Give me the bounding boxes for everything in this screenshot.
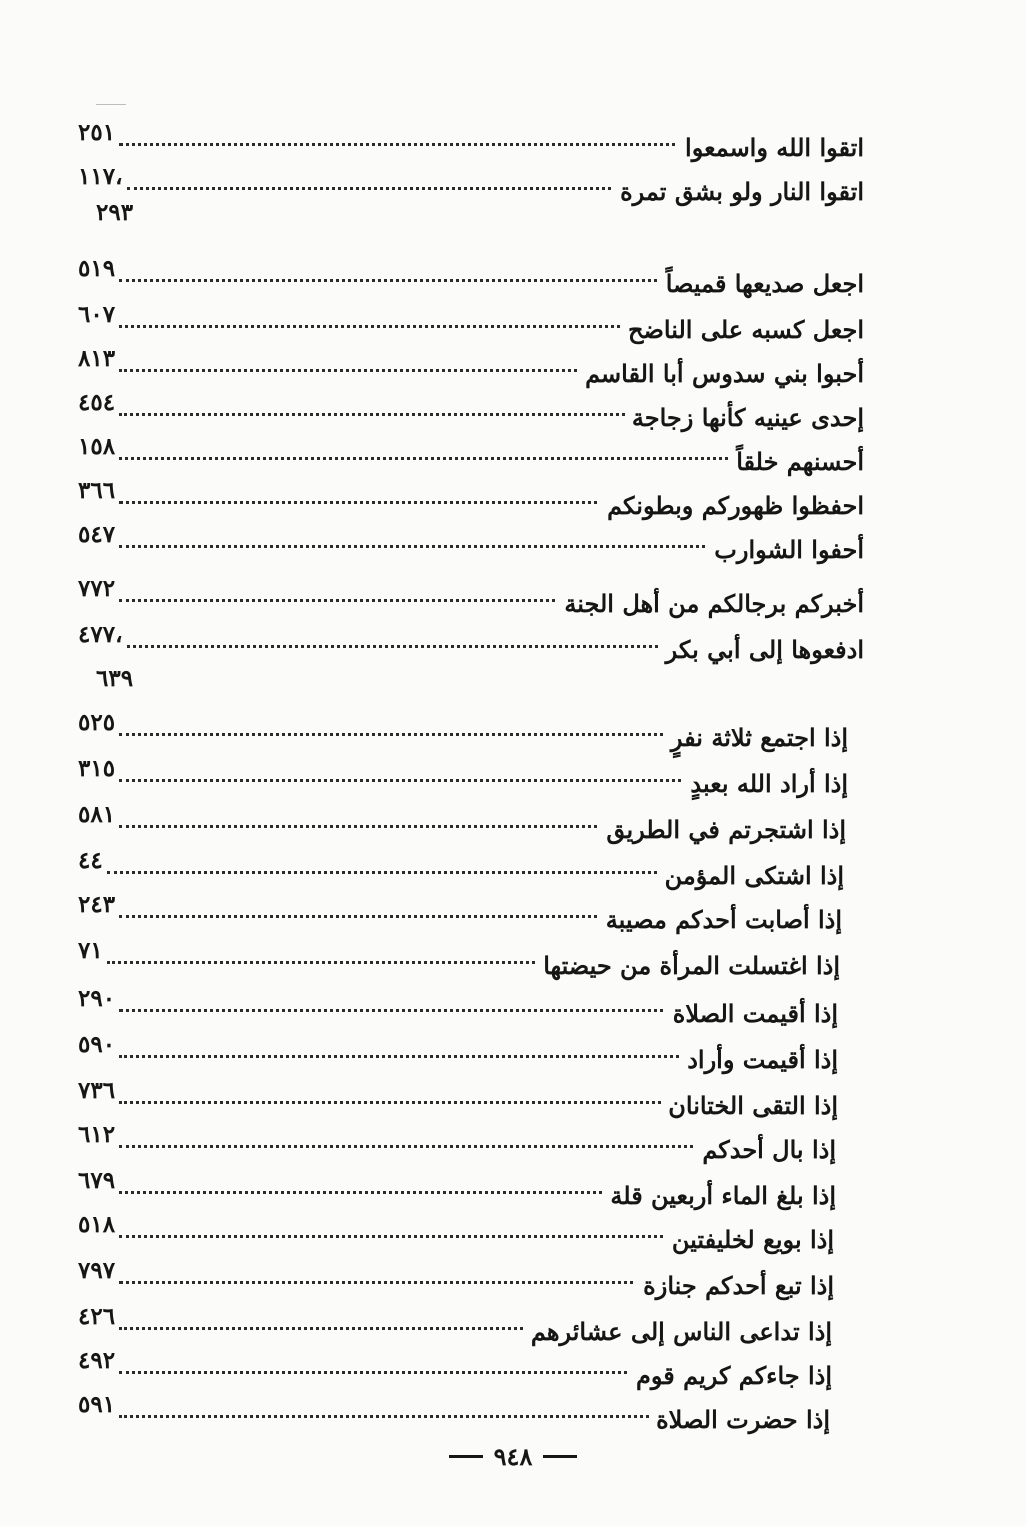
index-entry xyxy=(78,1256,864,1300)
leader-dots xyxy=(119,1267,641,1284)
entry-title: احفظوا ظهوركم وبطونكم xyxy=(601,490,864,522)
entry-page-numbers: ٧٩٧ xyxy=(78,1257,116,1284)
entry-page-numbers: ٥١٨ xyxy=(78,1211,116,1238)
entry-page-numbers: ٤٥٤ xyxy=(78,389,116,416)
entry-title: إحدى عينيه كأنها زجاجة xyxy=(626,402,864,434)
index-entry xyxy=(78,1302,864,1346)
entry-page-numbers: ٤٢٦ xyxy=(78,1303,116,1330)
index-entry xyxy=(78,388,864,432)
continued-page-number: ٦٣٩ xyxy=(96,665,134,692)
entry-page-numbers: ٥٩٠ xyxy=(78,1031,116,1058)
index-entry xyxy=(78,846,864,890)
entry-page-numbers: ٣١٥ xyxy=(78,755,116,782)
entry-page-numbers: ٧١ xyxy=(78,937,103,964)
entry-page-numbers: ٦١٢ xyxy=(78,1121,116,1148)
index-entry xyxy=(78,476,864,520)
index-entry xyxy=(78,432,864,476)
index-entry xyxy=(78,800,864,844)
index-entry xyxy=(78,574,864,618)
index-entry xyxy=(78,936,864,980)
leader-dots xyxy=(119,1177,608,1194)
entry-title: إذا اجتمع ثلاثة نفرٍ xyxy=(665,722,848,754)
leader-dots xyxy=(119,1357,634,1374)
entry-title: إذا اغتسلت المرأة من حيضتها xyxy=(537,950,840,982)
entry-page-numbers: ٤٧٧، xyxy=(78,621,123,648)
entry-page-numbers: ٦٧٩ xyxy=(78,1167,116,1194)
index-entry xyxy=(78,344,864,388)
entry-page-numbers: ٤٩٢ xyxy=(78,1347,116,1374)
leader-dots xyxy=(127,631,664,648)
entry-title: إذا أراد الله بعبدٍ xyxy=(684,768,848,800)
index-entry xyxy=(78,1076,864,1120)
index-entry xyxy=(78,520,864,564)
index-entry xyxy=(78,300,864,344)
entry-page-numbers: ٤٤ xyxy=(78,847,103,874)
leader-dots xyxy=(119,765,688,782)
entry-title: إذا جاءكم كريم قوم xyxy=(630,1360,832,1392)
leader-dots xyxy=(119,1131,700,1148)
entry-title: إذا تبع أحدكم جنازة xyxy=(637,1270,834,1302)
page-footer xyxy=(0,1442,1026,1471)
leader-dots xyxy=(127,173,618,190)
entry-page-numbers: ١١٧، xyxy=(78,163,123,190)
index-entry xyxy=(78,754,864,798)
entry-title: إذا أقيمت الصلاة xyxy=(667,998,838,1030)
entry-page-numbers: ٧٣٦ xyxy=(78,1077,116,1104)
top-rule xyxy=(96,104,126,105)
entry-page-numbers: ٥١٩ xyxy=(78,255,116,282)
index-entry xyxy=(78,162,864,206)
leader-dots xyxy=(119,1041,685,1058)
entry-title: اجعل صديعها قميصاً xyxy=(660,268,864,300)
entry-page-numbers: ١٥٨ xyxy=(78,433,116,460)
leader-dots xyxy=(119,531,712,548)
hadith-index-list xyxy=(78,112,864,1432)
leader-dots xyxy=(119,719,669,736)
entry-page-numbers: ٥٩١ xyxy=(78,1391,116,1418)
leader-dots xyxy=(119,487,605,504)
index-entry xyxy=(78,984,864,1028)
index-entry xyxy=(78,620,864,664)
entry-page-numbers: ٥٢٥ xyxy=(78,709,116,736)
index-entry xyxy=(78,1210,864,1254)
index-entry xyxy=(78,1390,864,1434)
entry-title: إذا بال أحدكم xyxy=(696,1134,836,1166)
index-entry xyxy=(78,1166,864,1210)
index-entry xyxy=(78,118,864,162)
entry-title: إذا اشتجرتم في الطريق xyxy=(600,814,846,846)
entry-title: إذا أصابت أحدكم مصيبة xyxy=(600,904,842,936)
leader-dots xyxy=(119,1313,529,1330)
entry-title: أخبركم برجالكم من أهل الجنة xyxy=(558,588,864,620)
entry-title: اجعل كسبه على الناضح xyxy=(622,314,864,346)
entry-title: إذا حضرت الصلاة xyxy=(650,1404,830,1436)
entry-title: أحفوا الشوارب xyxy=(708,534,864,566)
leader-dots xyxy=(119,399,630,416)
index-entry xyxy=(78,708,864,752)
leader-dots xyxy=(119,1221,670,1238)
continued-page-number: ٢٩٣ xyxy=(96,199,134,226)
leader-dots xyxy=(107,947,541,964)
leader-dots xyxy=(119,443,734,460)
index-entry xyxy=(78,890,864,934)
entry-page-numbers: ٢٤٣ xyxy=(78,891,116,918)
entry-page-numbers: ٥٨١ xyxy=(78,801,116,828)
entry-title: إذا أقيمت وأراد xyxy=(681,1044,838,1076)
leader-dots xyxy=(119,129,683,146)
leader-dots xyxy=(119,311,626,328)
entry-title: اتقوا الله واسمعوا xyxy=(679,132,864,164)
entry-page-numbers: ٨١٣ xyxy=(78,345,116,372)
leader-dots xyxy=(119,1087,666,1104)
entry-title: إذا بويع لخليفتين xyxy=(666,1224,834,1256)
entry-page-numbers: ٣٦٦ xyxy=(78,477,116,504)
leader-dots xyxy=(119,585,562,602)
entry-title: إذا اشتكى المؤمن xyxy=(659,860,844,892)
footer-dash-left xyxy=(449,1455,483,1458)
leader-dots xyxy=(107,857,663,874)
leader-dots xyxy=(119,995,671,1012)
entry-title: أحبوا بني سدوس أبا القاسم xyxy=(579,358,864,390)
entry-title: إذا التقى الختانان xyxy=(662,1090,838,1122)
index-entry xyxy=(78,1346,864,1390)
index-entry xyxy=(78,1030,864,1074)
footer-dash-right xyxy=(543,1455,577,1458)
entry-title: اتقوا النار ولو بشق تمرة xyxy=(614,176,864,208)
index-entry xyxy=(78,1120,864,1164)
entry-page-numbers: ٥٤٧ xyxy=(78,521,116,548)
entry-page-numbers: ٢٥١ xyxy=(78,119,116,146)
entry-title: ادفعوها إلى أبي بكر xyxy=(660,634,864,666)
entry-title: إذا تداعى الناس إلى عشائرهم xyxy=(525,1316,832,1348)
entry-page-numbers: ٦٠٧ xyxy=(78,301,116,328)
entry-title: إذا بلغ الماء أربعين قلة xyxy=(604,1180,836,1212)
leader-dots xyxy=(119,901,604,918)
entry-page-numbers: ٧٧٢ xyxy=(78,575,116,602)
leader-dots xyxy=(119,1401,654,1418)
entry-page-numbers: ٢٩٠ xyxy=(78,985,116,1012)
leader-dots xyxy=(119,265,664,282)
leader-dots xyxy=(119,811,604,828)
leader-dots xyxy=(119,355,583,372)
index-entry xyxy=(78,254,864,298)
page-number: ٩٤٨ xyxy=(493,1442,533,1471)
entry-title: أحسنهم خلقاً xyxy=(730,446,864,478)
